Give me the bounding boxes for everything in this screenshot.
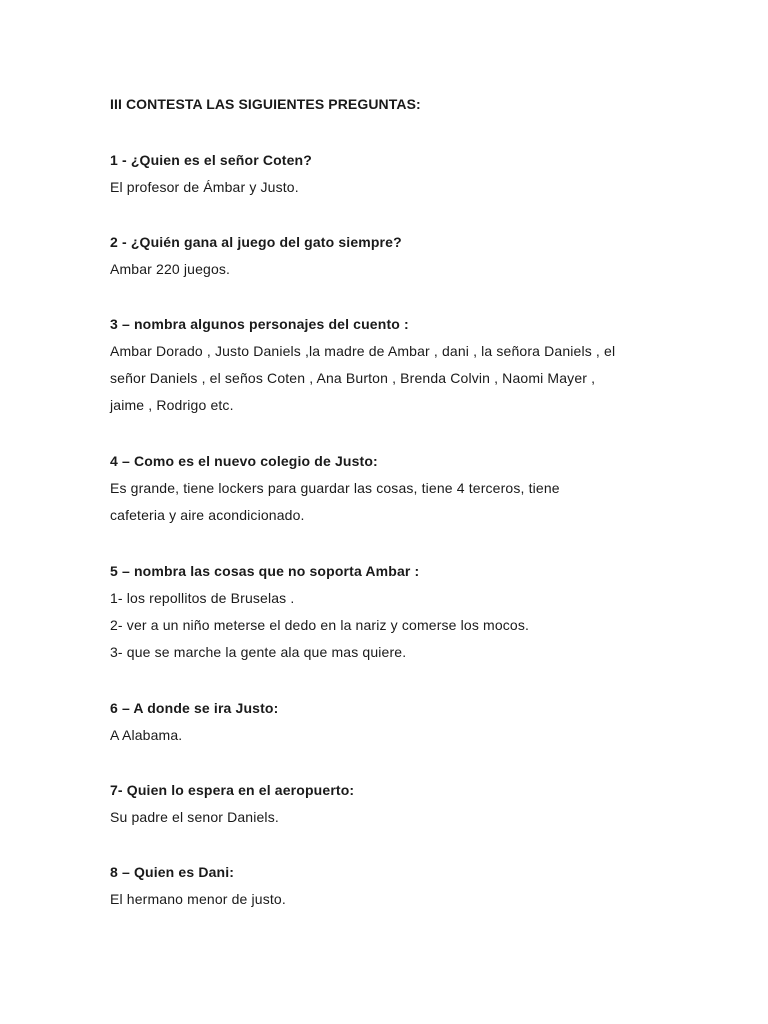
answer-2-line-1: Ambar 220 juegos. (110, 261, 231, 277)
qa-block-1 (110, 150, 670, 197)
qa-block-5 (110, 561, 670, 662)
question-3: 3 – nombra algunos personajes del cuento : (110, 316, 409, 332)
answer-5-line-2: 2- ver a un niño meterse el dedo en la nariz y comerse los mocos. (110, 617, 530, 633)
answer-7-line-1: Su padre el senor Daniels. (110, 809, 279, 825)
answer-3-line-3: jaime , Rodrigo etc. (110, 397, 234, 413)
document-title: III CONTESTA LAS SIGUIENTES PREGUNTAS: (110, 96, 421, 112)
qa-block-8 (110, 862, 670, 909)
answer-6-line-1: A Alabama. (110, 727, 183, 743)
qa-block-6 (110, 698, 670, 745)
question-1: 1 - ¿Quien es el señor Coten? (110, 152, 312, 168)
answer-8-line-1: El hermano menor de justo. (110, 891, 286, 907)
question-5: 5 – nombra las cosas que no soporta Ambar : (110, 563, 420, 579)
question-7: 7- Quien lo espera en el aeropuerto: (110, 782, 355, 798)
qa-block-4 (110, 451, 670, 525)
qa-block-3 (110, 314, 670, 415)
qa-block-7 (110, 780, 670, 827)
answer-4-line-2: cafeteria y aire acondicionado. (110, 507, 305, 523)
answer-5-line-3: 3- que se marche la gente ala que mas quiere. (110, 644, 407, 660)
answer-1-line-1: El profesor de Ámbar y Justo. (110, 179, 299, 195)
answer-3-line-2: señor Daniels , el seños Coten , Ana Burton , Brenda Colvin , Naomi Mayer , (110, 370, 596, 386)
question-6: 6 – A donde se ira Justo: (110, 700, 279, 716)
question-8: 8 – Quien es Dani: (110, 864, 235, 880)
question-2: 2 - ¿Quién gana al juego del gato siempre? (110, 234, 402, 250)
answer-5-line-1: 1- los repollitos de Bruselas . (110, 590, 295, 606)
answer-4-line-1: Es grande, tiene lockers para guardar las cosas, tiene 4 terceros, tiene (110, 480, 560, 496)
answer-3-line-1: Ambar Dorado , Justo Daniels ,la madre de Ambar , dani , la señora Daniels , el (110, 343, 616, 359)
qa-block-2 (110, 232, 670, 279)
question-4: 4 – Como es el nuevo colegio de Justo: (110, 453, 378, 469)
